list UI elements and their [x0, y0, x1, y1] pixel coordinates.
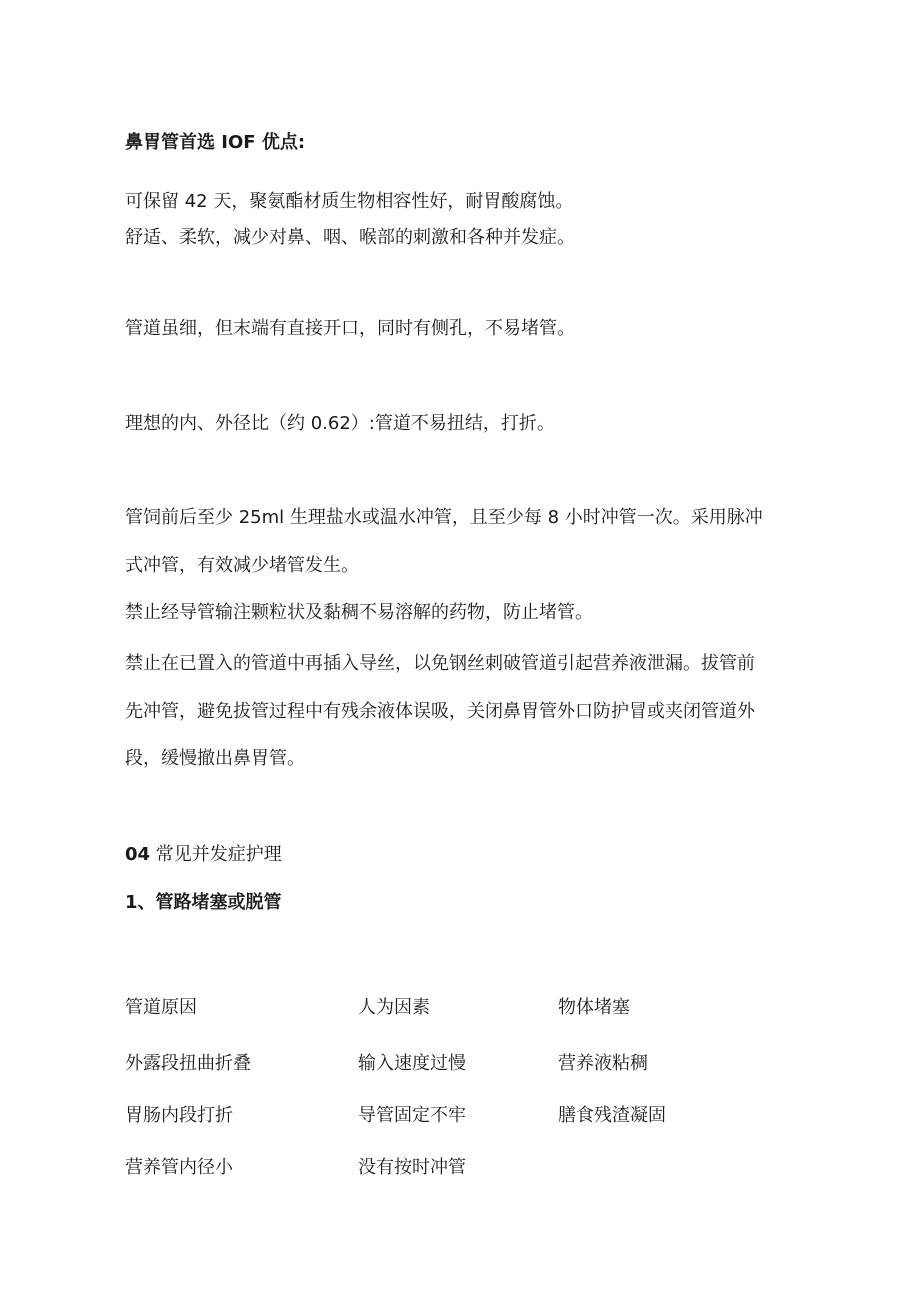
table-header: 人为因素 [358, 997, 430, 1018]
table-cell: 营养管内径小 [125, 1157, 233, 1178]
table-cell: 胃肠内段打折 [125, 1105, 233, 1126]
table-cell: 外露段扭曲折叠 [125, 1053, 251, 1074]
paragraph-line: 式冲管，有效减少堵管发生。 [125, 555, 359, 576]
table-cell: 导管固定不牢 [358, 1105, 466, 1126]
table-cell: 输入速度过慢 [358, 1053, 466, 1074]
section-number: 04 [125, 844, 151, 865]
heading: 鼻胃管首选 IOF 优点: [125, 132, 306, 153]
table-cell: 营养液粘稠 [558, 1053, 648, 1074]
section-title-text: 常见并发症护理 [155, 844, 282, 865]
paragraph-line: 先冲管，避免拔管过程中有残余液体误吸，关闭鼻胃管外口防护冒或夹闭管道外 [125, 701, 755, 722]
paragraph-line: 管道虽细，但末端有直接开口，同时有侧孔，不易堵管。 [125, 318, 575, 339]
subheading: 1、管路堵塞或脱管 [125, 892, 282, 913]
paragraph-line: 可保留 42 天，聚氨酯材质生物相容性好，耐胃酸腐蚀。 [125, 191, 574, 212]
table-header: 管道原因 [125, 997, 197, 1018]
paragraph-line: 禁止在已置入的管道中再插入导丝，以免钢丝刺破管道引起营养液泄漏。拔管前 [125, 653, 755, 674]
table-cell: 没有按时冲管 [358, 1157, 466, 1178]
paragraph-line: 舒适、柔软，减少对鼻、咽、喉部的刺激和各种并发症。 [125, 227, 575, 248]
section-title [125, 842, 282, 868]
table-header: 物体堵塞 [558, 997, 630, 1018]
paragraph-line: 管饲前后至少 25ml 生理盐水或温水冲管，且至少每 8 小时冲管一次。采用脉冲 [125, 507, 763, 528]
table-cell: 膳食残渣凝固 [558, 1105, 666, 1126]
paragraph-line: 理想的内、外径比（约 0.62）:管道不易扭结，打折。 [125, 413, 555, 434]
paragraph-line: 段，缓慢撤出鼻胃管。 [125, 748, 305, 769]
paragraph-line: 禁止经导管输注颗粒状及黏稠不易溶解的药物，防止堵管。 [125, 602, 593, 623]
